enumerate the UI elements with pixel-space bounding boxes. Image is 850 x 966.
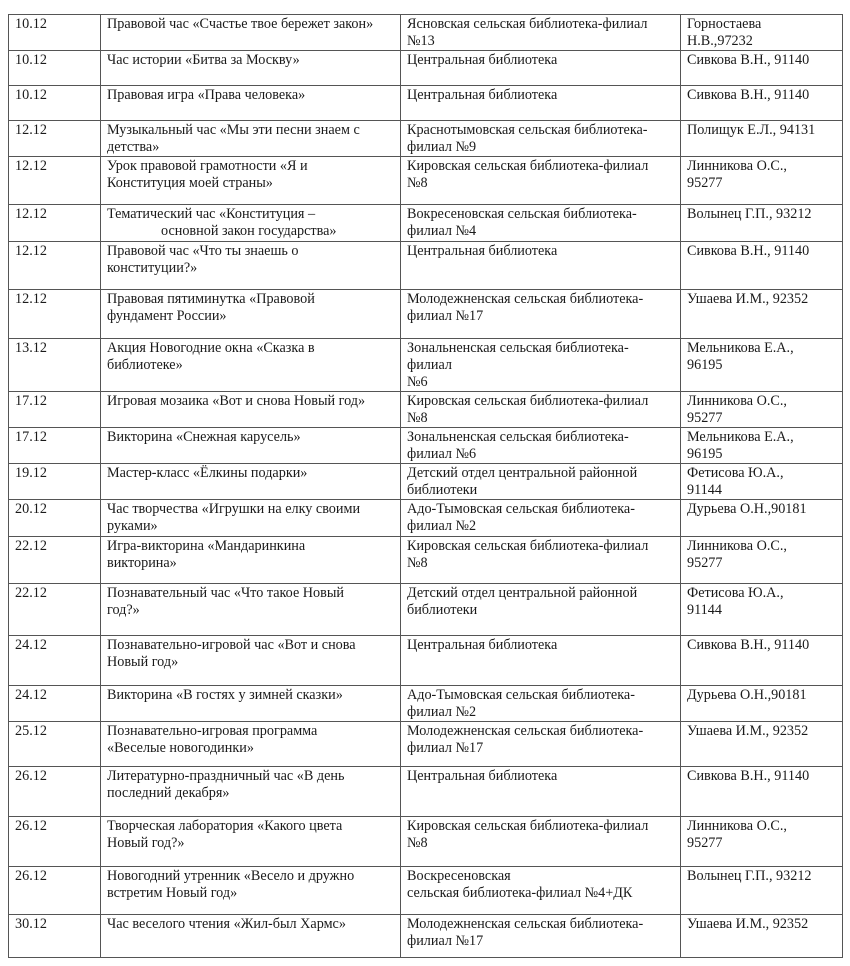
event-location [401,121,681,157]
event-contact [681,339,843,392]
event-location [401,722,681,767]
event-title-line: библиотеке» [107,357,183,373]
event-title-line: Правовая игра «Права человека» [107,87,306,103]
event-title-line: Правовая пятиминутка «Правовой [107,291,315,307]
event-title-line: Акция Новогодние окна «Сказка в [107,340,315,356]
event-title-line: фундамент России» [107,308,227,324]
event-location [401,636,681,686]
event-title-line: Новый год» [107,654,179,670]
event-title-line: «Веселые новогодинки» [107,740,254,756]
event-title [101,205,401,242]
event-location-line: Зональненская сельская библиотека- [407,340,629,356]
event-location [401,584,681,636]
table-row [9,584,843,636]
event-location-line: Детский отдел центральной районной [407,585,638,601]
event-date [9,205,101,242]
event-date [9,584,101,636]
event-location-line: Центральная библиотека [407,243,558,259]
event-date [9,817,101,867]
event-date-text: 24.12 [15,637,47,653]
event-contact-line: Дурьева О.Н.,90181 [687,501,807,517]
event-location [401,537,681,584]
event-location-line: №8 [407,410,428,426]
event-location-line: филиал №9 [407,139,477,155]
table-row [9,157,843,205]
event-location-line: библиотеки [407,602,478,618]
event-contact-line: Сивкова В.Н., 91140 [687,87,810,103]
event-contact-line: Ушаева И.М., 92352 [687,291,809,307]
table-row [9,392,843,428]
table-row [9,205,843,242]
event-date-text: 24.12 [15,687,47,703]
event-date [9,767,101,817]
event-date [9,867,101,915]
event-location-line: Центральная библиотека [407,768,558,784]
event-contact-line: 91144 [687,482,722,498]
event-title [101,339,401,392]
table-row [9,339,843,392]
table-body [9,15,843,958]
event-location-line: Краснотымовская сельская библиотека- [407,122,648,138]
event-location-line: филиал №6 [407,446,477,462]
event-title [101,86,401,121]
event-date [9,537,101,584]
event-contact-line: 95277 [687,175,723,191]
event-title [101,157,401,205]
event-title-line: Познавательно-игровая программа [107,723,318,739]
event-date [9,15,101,51]
table-row [9,867,843,915]
event-location [401,205,681,242]
table-row [9,686,843,722]
event-date-text: 12.12 [15,206,47,222]
table-row [9,767,843,817]
event-contact [681,121,843,157]
event-location-line: Центральная библиотека [407,52,558,68]
event-title-line: Новогодний утренник «Весело и дружно [107,868,355,884]
event-location [401,686,681,722]
event-contact [681,686,843,722]
event-location [401,867,681,915]
table-row [9,242,843,290]
event-location-line: Кировская сельская библиотека-филиал [407,393,649,409]
event-contact-line: Фетисова Ю.А., [687,465,784,481]
event-date [9,636,101,686]
event-contact-line: Дурьева О.Н.,90181 [687,687,807,703]
event-title-line: конституции?» [107,260,198,276]
event-date-text: 13.12 [15,340,47,356]
event-contact [681,537,843,584]
event-location [401,86,681,121]
event-location-line: сельская библиотека-филиал №4+ДК [407,885,633,901]
table-row [9,500,843,537]
event-date-text: 10.12 [15,87,47,103]
event-location-line: Ясновская сельская библиотека-филиал [407,16,648,32]
event-contact-line: Линникова О.С., [687,158,787,174]
event-title-line: Новый год?» [107,835,185,851]
event-contact-line: Фетисова Ю.А., [687,585,784,601]
event-location [401,51,681,86]
event-title-line: Час истории «Битва за Москву» [107,52,300,68]
event-date-text: 10.12 [15,52,47,68]
event-date-text: 26.12 [15,768,47,784]
event-contact-line: 95277 [687,835,723,851]
event-contact-line: Полищук Е.Л., 94131 [687,122,816,138]
event-location [401,428,681,464]
event-date-text: 25.12 [15,723,47,739]
event-location [401,339,681,392]
event-location-line: Центральная библиотека [407,87,558,103]
event-location-line: библиотеки [407,482,478,498]
table-row [9,86,843,121]
event-contact [681,428,843,464]
event-contact-line: Ушаева И.М., 92352 [687,916,809,932]
event-title-line: Тематический час «Конституция – [107,206,316,222]
event-location-line: филиал №2 [407,518,477,534]
event-date [9,464,101,500]
event-contact [681,392,843,428]
event-title [101,121,401,157]
event-contact-line: Мельникова Е.А., [687,429,794,445]
event-date-text: 22.12 [15,585,47,601]
event-contact [681,205,843,242]
event-title-line: встретим Новый год» [107,885,238,901]
event-date-text: 26.12 [15,818,47,834]
event-title-line: руками» [107,518,158,534]
event-contact [681,767,843,817]
event-location-line: Зональненская сельская библиотека- [407,429,629,445]
event-date-text: 12.12 [15,243,47,259]
event-title [101,686,401,722]
event-contact-line: 96195 [687,446,723,462]
event-contact-line: 91144 [687,602,722,618]
event-location-line: №13 [407,33,435,49]
table-row [9,817,843,867]
event-contact-line: 95277 [687,410,723,426]
event-contact [681,157,843,205]
event-title [101,817,401,867]
event-date [9,915,101,958]
table-row [9,290,843,339]
event-contact-line: Сивкова В.Н., 91140 [687,637,810,653]
event-location [401,242,681,290]
table-row [9,915,843,958]
event-date-text: 26.12 [15,868,47,884]
event-title [101,428,401,464]
event-date-text: 22.12 [15,538,47,554]
event-contact-line: Сивкова В.Н., 91140 [687,52,810,68]
event-contact-line: Сивкова В.Н., 91140 [687,243,810,259]
event-title-line: основной закон государства» [161,223,337,239]
event-contact [681,464,843,500]
event-title [101,915,401,958]
event-contact [681,500,843,537]
event-date [9,51,101,86]
event-date [9,428,101,464]
event-date [9,392,101,428]
event-contact [681,915,843,958]
event-date-text: 10.12 [15,16,47,32]
event-contact-line: 95277 [687,555,723,571]
event-contact-line: Линникова О.С., [687,538,787,554]
event-date-text: 19.12 [15,465,47,481]
event-location-line: филиал №17 [407,308,484,324]
event-date [9,686,101,722]
table-row [9,464,843,500]
event-contact-line: Горностаева [687,16,762,32]
event-contact [681,722,843,767]
event-date-text: 12.12 [15,122,47,138]
event-location [401,500,681,537]
event-contact [681,86,843,121]
events-schedule-table [8,14,843,958]
event-date [9,86,101,121]
event-date [9,290,101,339]
event-title [101,51,401,86]
event-title-line: Конституция моей страны» [107,175,273,191]
event-location-line: Центральная библиотека [407,637,558,653]
event-title [101,15,401,51]
event-location-line: Вокресеновская сельская библиотека- [407,206,637,222]
event-location-line: №8 [407,835,428,851]
event-location-line: филиал [407,357,452,373]
event-title [101,767,401,817]
event-contact [681,51,843,86]
event-location-line: Детский отдел центральной районной [407,465,638,481]
event-location [401,915,681,958]
event-location-line: Адо-Тымовская сельская библиотека- [407,501,635,517]
event-title-line: Творческая лаборатория «Какого цвета [107,818,343,834]
event-location [401,392,681,428]
event-location-line: №8 [407,555,428,571]
event-location-line: №6 [407,374,428,390]
event-location [401,15,681,51]
event-title-line: последний декабря» [107,785,230,801]
event-location [401,767,681,817]
table-row [9,537,843,584]
event-contact-line: Волынец Г.П., 93212 [687,206,812,222]
event-title-line: Викторина «Снежная карусель» [107,429,301,445]
event-contact-line: Сивкова В.Н., 91140 [687,768,810,784]
event-title-line: Познавательный час «Что такое Новый [107,585,344,601]
event-title-line: Игра-викторина «Мандаринкина [107,538,306,554]
event-title [101,537,401,584]
event-contact [681,867,843,915]
table-row [9,636,843,686]
event-location-line: филиал №17 [407,933,484,949]
event-title [101,584,401,636]
event-title [101,636,401,686]
event-date [9,339,101,392]
event-contact [681,817,843,867]
event-date [9,242,101,290]
event-title [101,722,401,767]
event-title-line: Познавательно-игровой час «Вот и снова [107,637,356,653]
table-row [9,121,843,157]
event-date [9,500,101,537]
event-title-line: Викторина «В гостях у зимней сказки» [107,687,343,703]
event-date-text: 17.12 [15,429,47,445]
event-title-line: детства» [107,139,160,155]
table-row [9,51,843,86]
event-date-text: 12.12 [15,158,47,174]
event-date [9,157,101,205]
event-contact-line: 96195 [687,357,723,373]
event-location-line: филиал №4 [407,223,477,239]
event-contact [681,584,843,636]
event-title [101,867,401,915]
table-row [9,428,843,464]
table-row [9,722,843,767]
event-title [101,392,401,428]
event-title [101,242,401,290]
event-location-line: Кировская сельская библиотека-филиал [407,818,649,834]
event-title-line: Правовой час «Счастье твое бережет закон» [107,16,374,32]
event-location [401,290,681,339]
table-row [9,15,843,51]
event-location-line: №8 [407,175,428,191]
event-location-line: филиал №17 [407,740,484,756]
event-date [9,722,101,767]
event-contact [681,15,843,51]
event-title [101,500,401,537]
event-location-line: Кировская сельская библиотека-филиал [407,158,649,174]
event-contact-line: Линникова О.С., [687,393,787,409]
event-title-line: год?» [107,602,140,618]
event-title-line: Урок правовой грамотности «Я и [107,158,308,174]
event-title-line: Игровая мозаика «Вот и снова Новый год» [107,393,366,409]
event-date-text: 30.12 [15,916,47,932]
event-contact-line: Волынец Г.П., 93212 [687,868,812,884]
event-location [401,817,681,867]
event-title-line: Музыкальный час «Мы эти песни знаем с [107,122,360,138]
event-location-line: Адо-Тымовская сельская библиотека- [407,687,635,703]
event-contact [681,290,843,339]
event-date [9,121,101,157]
event-contact-line: Ушаева И.М., 92352 [687,723,809,739]
event-contact-line: Мельникова Е.А., [687,340,794,356]
event-title-line: Мастер-класс «Ёлкины подарки» [107,465,308,481]
event-title-line: Час веселого чтения «Жил-был Хармс» [107,916,346,932]
event-location [401,464,681,500]
event-date-text: 20.12 [15,501,47,517]
event-title-line: Литературно-праздничный час «В день [107,768,345,784]
event-location-line: Молодежненская сельская библиотека- [407,291,644,307]
event-location-line: Молодежненская сельская библиотека- [407,916,644,932]
event-title-line: викторина» [107,555,177,571]
event-location-line: Молодежненская сельская библиотека- [407,723,644,739]
event-location-line: филиал №2 [407,704,477,720]
event-date-text: 12.12 [15,291,47,307]
event-date-text: 17.12 [15,393,47,409]
event-contact-line: Н.В.,97232 [687,33,753,49]
event-location-line: Кировская сельская библиотека-филиал [407,538,649,554]
event-contact [681,242,843,290]
event-contact-line: Линникова О.С., [687,818,787,834]
event-title [101,290,401,339]
event-title-line: Правовой час «Что ты знаешь о [107,243,299,259]
event-contact [681,636,843,686]
event-location-line: Воскресеновская [407,868,511,884]
event-title-line: Час творчества «Игрушки на елку своими [107,501,361,517]
event-location [401,157,681,205]
event-title [101,464,401,500]
